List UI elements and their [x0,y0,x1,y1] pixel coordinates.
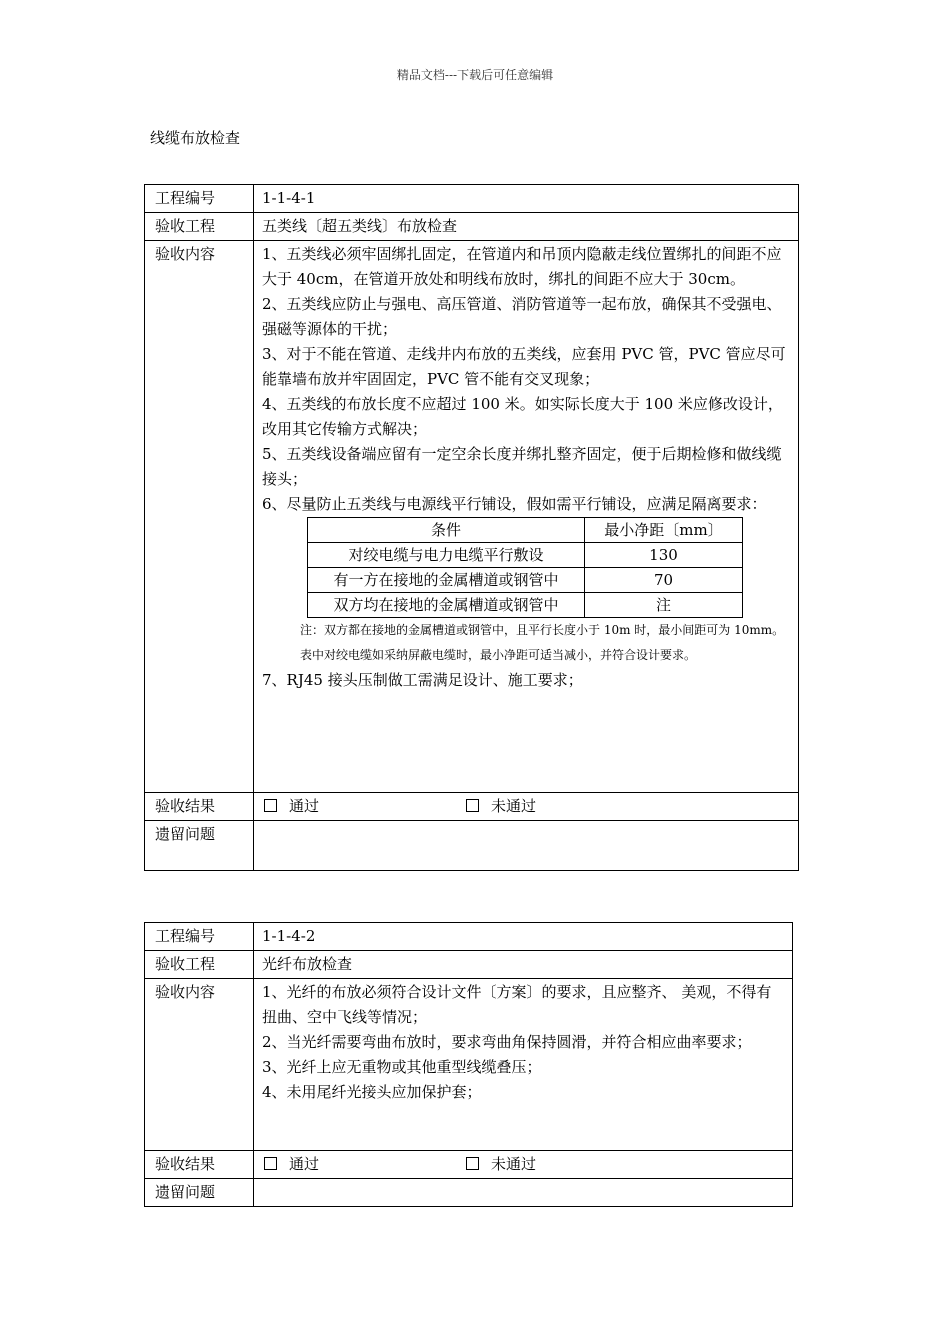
content-label: 验收内容 [145,241,254,793]
issues-cell [254,1179,793,1207]
clearance-distance: 70 [585,568,743,593]
pass-label: 通过 [289,1155,320,1173]
fail-checkbox[interactable] [466,799,479,812]
clearance-header-distance: 最小净距〔mm〕 [585,518,743,543]
project-label: 验收工程 [145,213,254,241]
clearance-condition: 对绞电缆与电力电缆平行敷设 [308,543,585,568]
issues-cell [254,821,799,871]
content-cell [254,979,793,1151]
project-value: 五类线〔超五类线〕布放检查 [254,213,799,241]
issues-label: 遗留问题 [145,821,254,871]
clearance-header-condition: 条件 [308,518,585,543]
list-item: 1、光纤的布放必须符合设计文件〔方案〕的要求，且应整齐、 美观，不得有扭曲、空中飞线等情况； [262,983,772,1026]
clearance-distance: 注 [585,593,743,618]
project-no-value: 1-1-4-2 [254,923,793,951]
fail-label: 未通过 [491,1155,537,1173]
issues-label: 遗留问题 [145,1179,254,1207]
clearance-table [307,517,743,618]
list-item: 4、五类线的布放长度不应超过 100 米。如实际长度大于 100 米应修改设计，改用其它传输方式解决； [262,395,783,438]
inspection-table-2 [144,922,793,1207]
content-label: 验收内容 [145,979,254,1151]
content-cell [254,241,799,793]
list-item: 5、五类线设备端应留有一定空余长度并绑扎整齐固定，便于后期检修和做线缆接头； [262,445,782,488]
clearance-condition: 双方均在接地的金属槽道或钢管中 [308,593,585,618]
pass-checkbox[interactable] [264,1157,277,1170]
project-no-value: 1-1-4-1 [254,185,799,213]
result-label: 验收结果 [145,793,254,821]
page-title: 线缆布放检查 [150,129,241,147]
result-cell [254,793,799,821]
list-item: 2、当光纤需要弯曲布放时，要求弯曲角保持圆滑，并符合相应曲率要求； [262,1033,752,1051]
inspection-table-1 [144,184,799,871]
list-item: 2、五类线应防止与强电、高压管道、消防管道等一起布放，确保其不受强电、强磁等源体的干扰； [262,295,782,338]
list-item: 3、光纤上应无重物或其他重型线缆叠压； [262,1058,542,1076]
list-item: 7、RJ45 接头压制做工需满足设计、施工要求； [262,671,583,689]
fail-label: 未通过 [491,797,537,815]
project-label: 验收工程 [145,951,254,979]
pass-checkbox[interactable] [264,799,277,812]
pass-label: 通过 [289,797,320,815]
clearance-note: 注：双方都在接地的金属槽道或钢管中，且平行长度小于 10m 时，最小间距可为 10mm。表中对绞电缆如采纳屏蔽电缆时，最小净距可适当减小，并符合设计要求。 [300,623,785,662]
project-no-label: 工程编号 [145,185,254,213]
clearance-condition: 有一方在接地的金属槽道或钢管中 [308,568,585,593]
list-item: 3、对于不能在管道、走线井内布放的五类线，应套用 PVC 管，PVC 管应尽可能靠墙布放并牢固固定，PVC 管不能有交叉现象； [262,345,786,388]
clearance-distance: 130 [585,543,743,568]
project-value: 光纤布放检查 [254,951,793,979]
list-item: 6、尽量防止五类线与电源线平行铺设，假如需平行铺设，应满足隔离要求： [262,495,767,513]
fail-checkbox[interactable] [466,1157,479,1170]
result-label: 验收结果 [145,1151,254,1179]
page-header: 精品文档---下载后可任意编辑 [396,68,554,82]
list-item: 1、五类线必须牢固绑扎固定，在管道内和吊顶内隐蔽走线位置绑扎的间距不应大于 40cm，在管道开放处和明线布放时，绑扎的间距不应大于 30cm。 [262,245,782,288]
result-cell [254,1151,793,1179]
list-item: 4、未用尾纤光接头应加保护套； [262,1083,482,1101]
project-no-label: 工程编号 [145,923,254,951]
